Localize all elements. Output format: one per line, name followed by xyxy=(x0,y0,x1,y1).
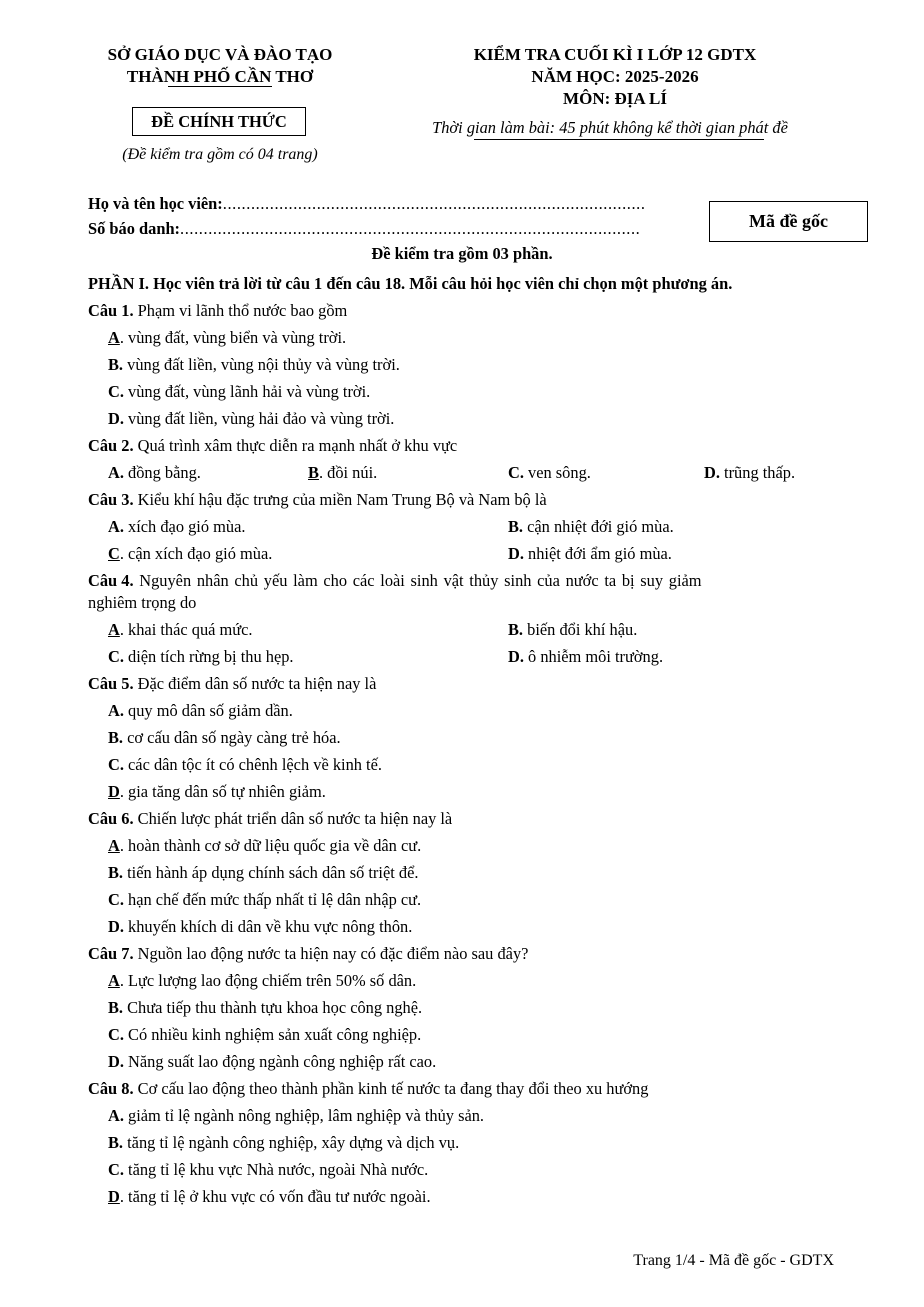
department-name: SỞ GIÁO DỤC VÀ ĐÀO TẠO xyxy=(107,45,333,64)
sections-note: Đề kiểm tra gồm 03 phần. xyxy=(371,244,553,263)
question-text: Quá trình xâm thực diễn ra mạnh nhất ở khu vực xyxy=(133,436,458,455)
q5-option-c[interactable]: C. các dân tộc ít có chênh lệch về kinh tế. xyxy=(108,755,382,774)
q3-option-c[interactable]: C. cận xích đạo gió mùa. xyxy=(108,544,273,563)
q5-option-a[interactable]: A. quy mô dân số giảm dần. xyxy=(108,701,293,720)
city-name: THÀNH PHỐ CẦN THƠ xyxy=(126,67,314,86)
exam-code-box: Mã đề gốc xyxy=(709,201,868,242)
q8-option-c[interactable]: C. tăng tỉ lệ khu vực Nhà nước, ngoài Nhà nước. xyxy=(108,1160,429,1179)
question-label: Câu 7. xyxy=(88,944,134,963)
q6-option-d[interactable]: D. khuyến khích di dân về khu vực nông thôn. xyxy=(108,917,413,936)
exam-title: KIỂM TRA CUỐI KÌ I LỚP 12 GDTX xyxy=(473,45,757,64)
q6-option-b[interactable]: B. tiến hành áp dụng chính sách dân số triệt để. xyxy=(108,863,419,882)
question-text: Nguồn lao động nước ta hiện nay có đặc điểm nào sau đây? xyxy=(133,944,529,963)
q1-option-b[interactable]: B. vùng đất liền, vùng nội thủy và vùng trời. xyxy=(108,355,400,374)
city-underline xyxy=(168,86,272,87)
question-7 xyxy=(88,943,528,965)
question-text: Nguyên nhân chủ yếu làm cho các loài sinh vật thủy sinh của nước ta bị suy giảm xyxy=(133,571,702,590)
school-year: NĂM HỌC: 2025-2026 xyxy=(531,67,699,86)
q1-option-a[interactable]: A. vùng đất, vùng biển và vùng trời. xyxy=(108,328,347,347)
page-footer: Trang 1/4 - Mã đề gốc - GDTX xyxy=(633,1252,834,1269)
q8-option-b[interactable]: B. tăng tỉ lệ ngành công nghiệp, xây dựng và dịch vụ. xyxy=(108,1133,460,1152)
question-label: Câu 5. xyxy=(88,674,134,693)
time-underline xyxy=(474,139,764,140)
student-name-line xyxy=(88,194,646,214)
question-label: Câu 4. xyxy=(88,571,134,590)
question-4-continuation: nghiêm trọng do xyxy=(88,593,197,612)
q8-option-a[interactable]: A. giảm tỉ lệ ngành nông nghiệp, lâm nghiệp và thủy sản. xyxy=(108,1106,485,1125)
q7-option-b[interactable]: B. Chưa tiếp thu thành tựu khoa học công nghệ. xyxy=(108,998,423,1017)
question-text: Cơ cấu lao động theo thành phần kinh tế nước ta đang thay đổi theo xu hướng xyxy=(133,1079,649,1098)
q4-option-d[interactable]: D. ô nhiễm môi trường. xyxy=(508,647,664,666)
q6-option-a[interactable]: A. hoàn thành cơ sở dữ liệu quốc gia về dân cư. xyxy=(108,836,422,855)
student-name-label: Họ và tên học viên: xyxy=(88,194,223,213)
question-2 xyxy=(88,435,457,457)
student-name-field[interactable]: .......................................................................................... xyxy=(222,194,646,213)
q5-option-d[interactable]: D. gia tăng dân số tự nhiên giảm. xyxy=(108,782,326,801)
q7-option-a[interactable]: A. Lực lượng lao động chiếm trên 50% số dân. xyxy=(108,971,417,990)
official-label-box: ĐỀ CHÍNH THỨC xyxy=(132,107,306,136)
question-3 xyxy=(88,489,547,511)
q2-option-c[interactable]: C. ven sông. xyxy=(508,463,591,482)
time-note: Thời gian làm bài: 45 phút không kể thời gian phát đề xyxy=(360,118,860,138)
q3-option-a[interactable]: A. xích đạo gió mùa. xyxy=(108,517,246,536)
q8-option-d[interactable]: D. tăng tỉ lệ ở khu vực có vốn đầu tư nước ngoài. xyxy=(108,1187,431,1206)
q5-option-b[interactable]: B. cơ cấu dân số ngày càng trẻ hóa. xyxy=(108,728,341,747)
question-label: Câu 2. xyxy=(88,436,134,455)
question-text: Đặc điểm dân số nước ta hiện nay là xyxy=(133,674,377,693)
q1-option-d[interactable]: D. vùng đất liền, vùng hải đảo và vùng trời. xyxy=(108,409,395,428)
q4-option-b[interactable]: B. biến đổi khí hậu. xyxy=(508,620,638,639)
q1-option-c[interactable]: C. vùng đất, vùng lãnh hải và vùng trời. xyxy=(108,382,371,401)
q4-option-a[interactable]: A. khai thác quá mức. xyxy=(108,620,253,639)
q4-option-c[interactable]: C. diện tích rừng bị thu hẹp. xyxy=(108,647,294,666)
q2-option-b[interactable]: B. đồi núi. xyxy=(308,463,378,482)
question-label: Câu 1. xyxy=(88,301,134,320)
student-id-field[interactable]: .................................................................................................. xyxy=(180,219,641,238)
question-4 xyxy=(88,570,702,592)
question-label: Câu 3. xyxy=(88,490,134,509)
question-text: Kiểu khí hậu đặc trưng của miền Nam Trung Bộ và Nam bộ là xyxy=(133,490,547,509)
q2-option-d[interactable]: D. trũng thấp. xyxy=(704,463,796,482)
department-header xyxy=(70,44,370,88)
student-id-label: Số báo danh: xyxy=(88,219,181,238)
subject: MÔN: ĐỊA LÍ xyxy=(563,89,667,108)
question-text: Phạm vi lãnh thổ nước bao gồm xyxy=(133,301,348,320)
question-1 xyxy=(88,300,347,322)
q6-option-c[interactable]: C. hạn chế đến mức thấp nhất tỉ lệ dân nhập cư. xyxy=(108,890,422,909)
q3-option-b[interactable]: B. cận nhiệt đới gió mùa. xyxy=(508,517,674,536)
question-5 xyxy=(88,673,376,695)
part1-instruction: PHẦN I. Học viên trả lời từ câu 1 đến câu 18. Mỗi câu hỏi học viên chỉ chọn một phương án. xyxy=(88,274,733,293)
question-label: Câu 6. xyxy=(88,809,134,828)
q3-option-d[interactable]: D. nhiệt đới ẩm gió mùa. xyxy=(508,544,672,563)
q7-option-c[interactable]: C. Có nhiều kinh nghiệm sản xuất công nghiệp. xyxy=(108,1025,422,1044)
student-id-line xyxy=(88,219,640,239)
exam-header xyxy=(395,44,835,110)
pages-note: (Đề kiểm tra gồm có 04 trang) xyxy=(122,146,318,163)
question-label: Câu 8. xyxy=(88,1079,134,1098)
q2-option-a[interactable]: A. đồng bằng. xyxy=(108,463,201,482)
q7-option-d[interactable]: D. Năng suất lao động ngành công nghiệp rất cao. xyxy=(108,1052,437,1071)
question-6 xyxy=(88,808,452,830)
question-8 xyxy=(88,1078,648,1100)
question-text: Chiến lược phát triển dân số nước ta hiện nay là xyxy=(133,809,453,828)
